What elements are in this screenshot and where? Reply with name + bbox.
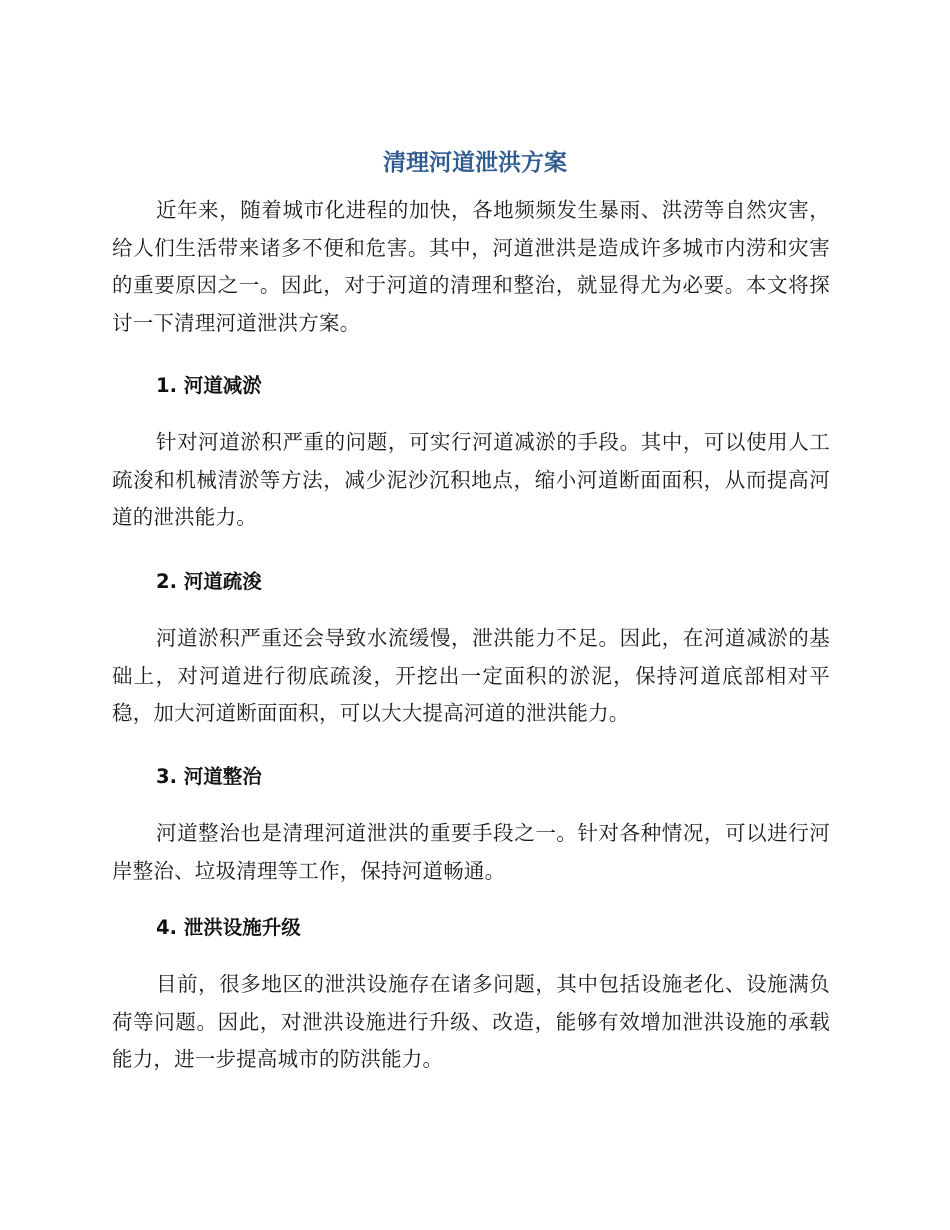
section-body-dredging-reduction: 针对河道淤积严重的问题，可实行河道减淤的手段。其中，可以使用人工疏浚和机械清淤等方法，减少泥沙沉积地点，缩小河道断面面积，从而提高河道的泄洪能力。: [112, 430, 830, 529]
section-heading-dredging-reduction: 1. 河道减淤: [156, 374, 262, 397]
section-heading-facility-upgrade: 4. 泄洪设施升级: [156, 916, 301, 939]
intro-paragraph: 近年来，随着城市化进程的加快，各地频频发生暴雨、洪涝等自然灾害，给人们生活带来诸多不便和危害。其中，河道泄洪是造成许多城市内涝和灾害的重要原因之一。因此，对于河道的清理和整治，就显得尤为必要。本文将探讨一下清理河道泄洪方案。: [112, 198, 830, 335]
section-heading-river-regulation: 3. 河道整治: [156, 765, 262, 788]
document-title: 清理河道泄洪方案: [383, 150, 567, 176]
section-heading-dredging: 2. 河道疏浚: [156, 570, 262, 593]
section-body-dredging: 河道淤积严重还会导致水流缓慢，泄洪能力不足。因此，在河道减淤的基础上，对河道进行彻底疏浚，开挖出一定面积的淤泥，保持河道底部相对平稳，加大河道断面面积，可以大大提高河道的泄洪能力。: [112, 626, 830, 725]
section-body-river-regulation: 河道整治也是清理河道泄洪的重要手段之一。针对各种情况，可以进行河岸整治、垃圾清理等工作，保持河道畅通。: [112, 821, 830, 883]
section-body-facility-upgrade: 目前，很多地区的泄洪设施存在诸多问题，其中包括设施老化、设施满负荷等问题。因此，对泄洪设施进行升级、改造，能够有效增加泄洪设施的承载能力，进一步提高城市的防洪能力。: [112, 972, 830, 1071]
